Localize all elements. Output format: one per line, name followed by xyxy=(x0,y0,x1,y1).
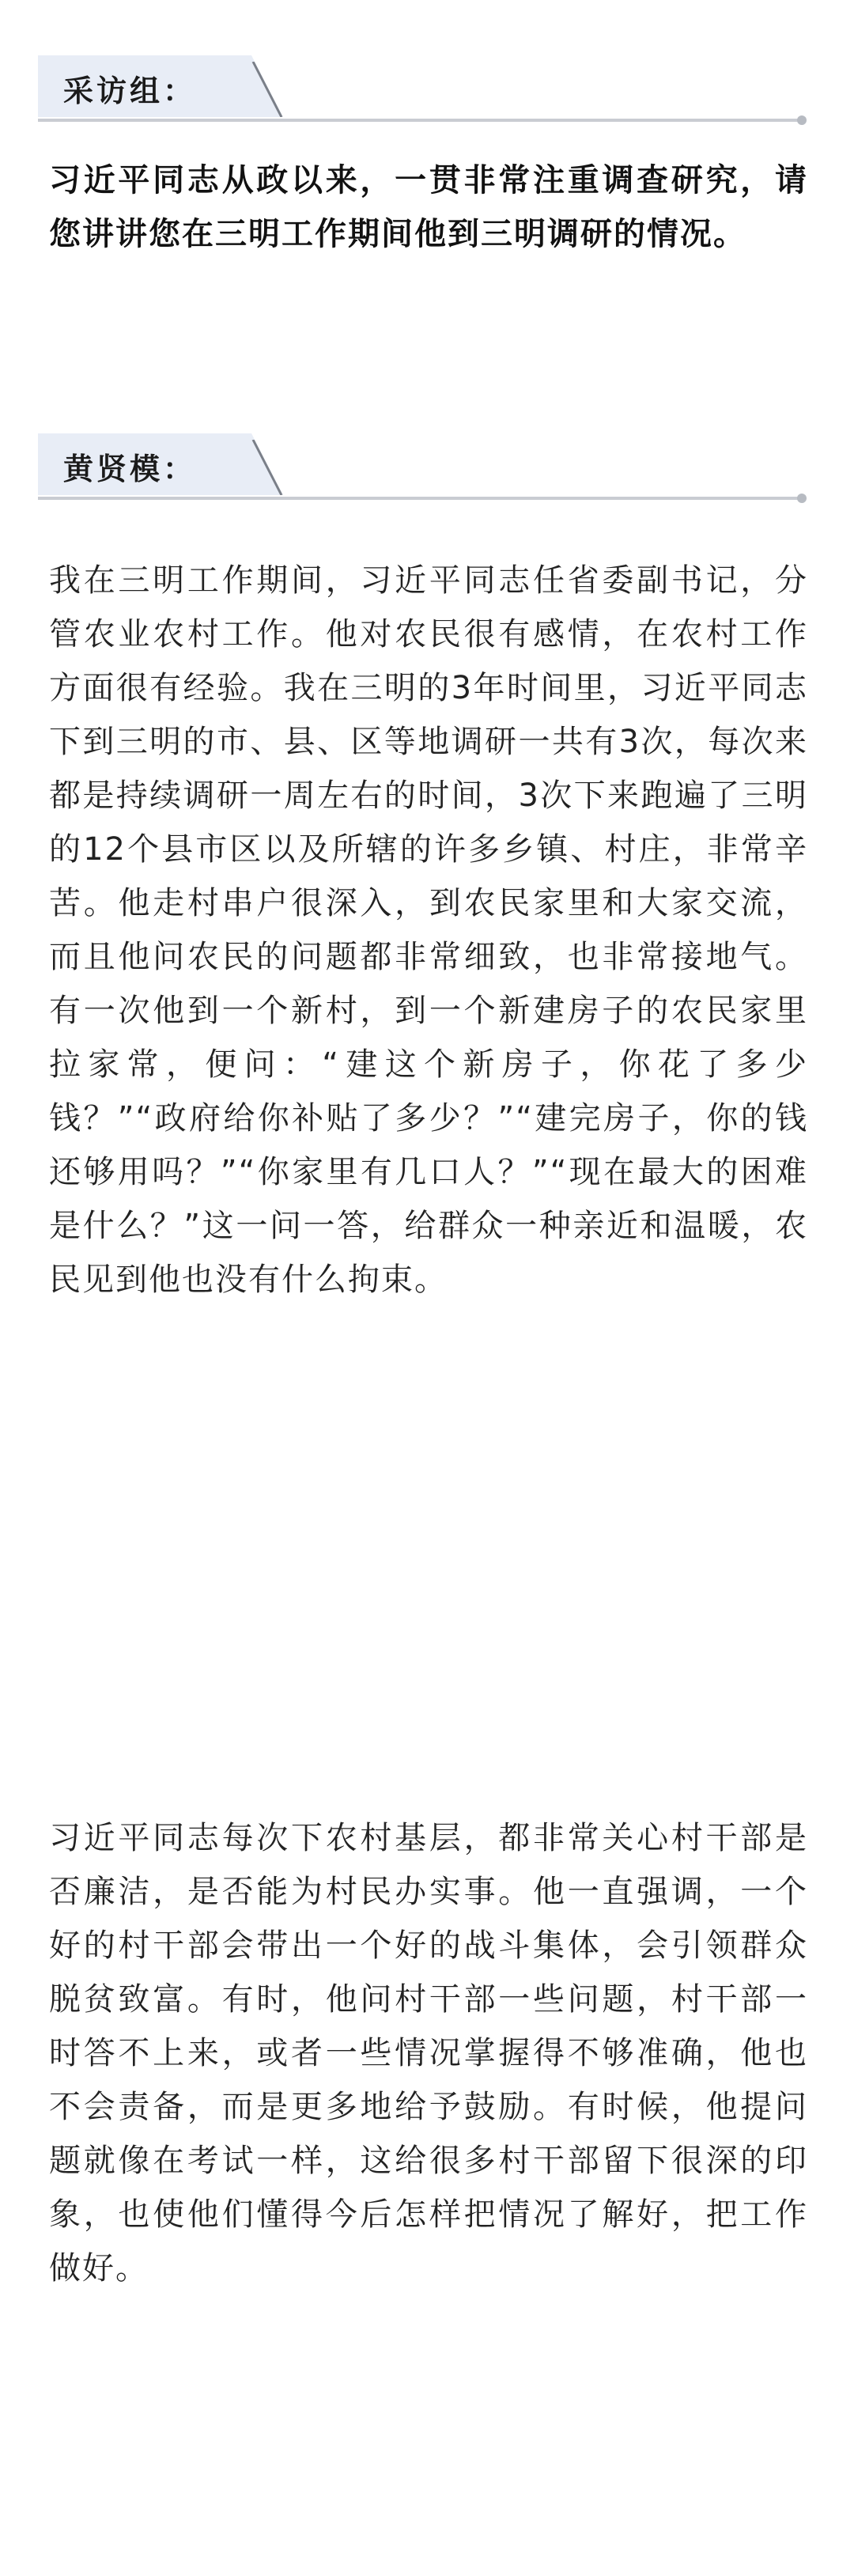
interview-question: 习近平同志从政以来，一贯非常注重调查研究，请您讲讲您在三明工作期间他到三明调研的情况。 xyxy=(49,162,808,252)
answer-paragraph-1: 我在三明工作期间，习近平同志任省委副书记，分管农业农村工作。他对农民很有感情，在农村工作方面很有经验。我在三明的3年时间里，习近平同志下到三明的市、县、区等地调研一共有3次，每次来都是持续调研一周左右的时间，3次下来跑遍了三明的12个县市区以及所辖的许多乡镇、村庄，非常辛苦。他走村串户很深入，到农民家里和大家交流，而且他问农民的问题都非常细致，也非常接地气。有一次他到一个新村，到一个新建房子的农民家里拉家常，便问：“建这个新房子，你花了多少钱？”“政府给你补贴了多少？”“建完房子，你的钱还够用吗？”“你家里有几口人？”“现在最大的困难是什么？”这一问一答，给群众一种亲近和温暖，农民见到他也没有什么拘束。 xyxy=(49,562,808,1298)
interviewer-header xyxy=(38,55,805,127)
divider-end-dot xyxy=(797,494,807,503)
respondent-tab xyxy=(38,433,251,495)
respondent-header xyxy=(38,433,805,505)
divider-end-dot xyxy=(797,115,807,125)
answer-paragraph-2: 习近平同志每次下农村基层，都非常关心村干部是否廉洁，是否能为村民办实事。他一直强调，一个好的村干部会带出一个好的战斗集体，会引领群众脱贫致富。有时，他问村干部一些问题，村干部一时答不上来，或者一些情况掌握得不够准确，他也不会责备，而是更多地给予鼓励。有时候，他提问题就像在考试一样，这给很多村干部留下很深的印象，也使他们懂得今后怎样把情况了解好，把工作做好。 xyxy=(49,1820,808,2287)
tab-fold-icon xyxy=(251,440,283,495)
interviewer-label: 采访组： xyxy=(63,74,197,108)
respondent-label: 黄贤模： xyxy=(63,452,197,486)
respondent-divider xyxy=(38,497,802,500)
interviewer-divider xyxy=(38,119,802,122)
tab-fold-icon xyxy=(251,62,283,117)
interviewer-tab xyxy=(38,55,251,117)
